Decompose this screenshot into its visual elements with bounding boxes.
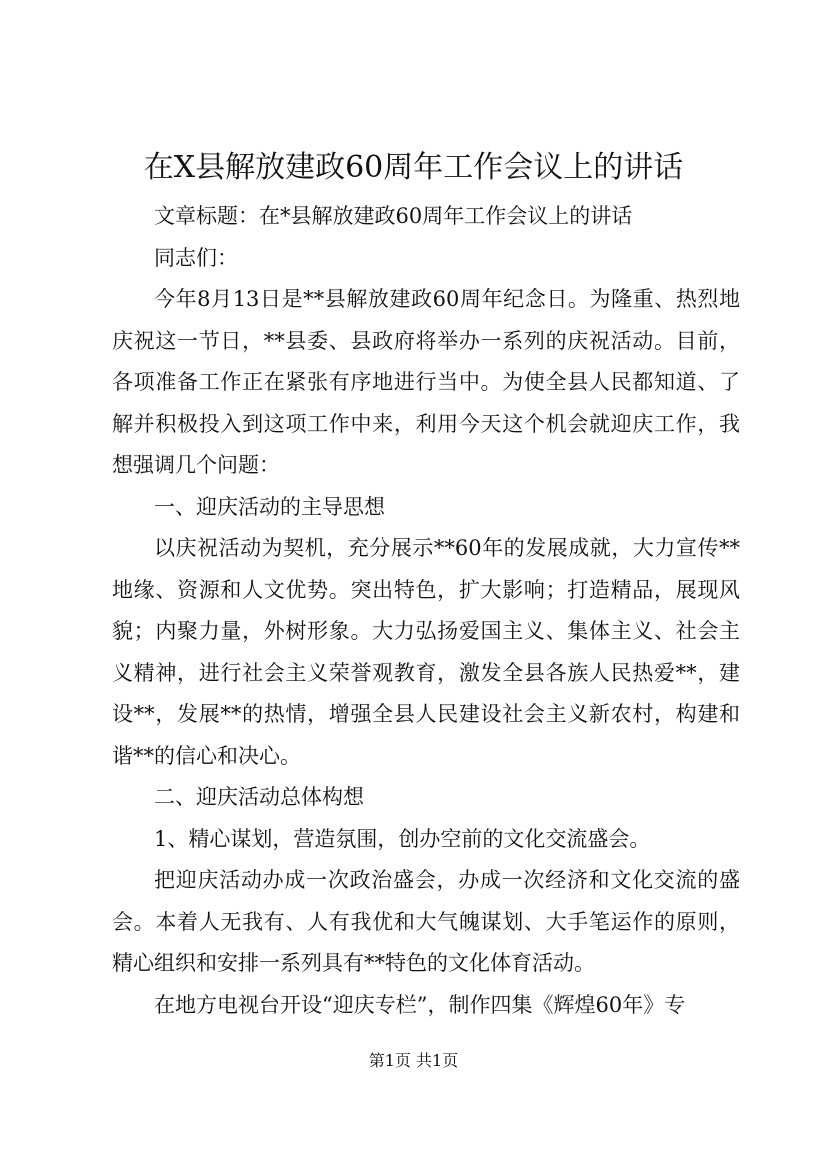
paragraph-guiding-idea: 以庆祝活动为契机，充分展示**60年的发展成就，大力宣传**地缘、资源和人文优势。突出特色，扩大影响；打造精品，展现风貌；内聚力量，外树形象。大力弘扬爱国主义、集体主义、社会主义精神，进行社会主义荣誉观教育，激发全县各族人民热爱**，建设**，发展**的热情，增强全县人民建设社会主义新农村，构建和谐**的信心和决心。 (112, 536, 740, 768)
section-heading-1: 一、迎庆活动的主导思想 (154, 494, 385, 519)
document-title: 在X县解放建政60周年工作会议上的讲话 (143, 150, 684, 185)
subsection-heading-1: 1、精心谋划，营造氛围，创办空前的文化交流盛会。 (154, 826, 651, 851)
article-title-line: 文章标题：在*县解放建政60周年工作会议上的讲话 (154, 204, 633, 228)
paragraph-intro: 今年8月13日是**县解放建政60周年纪念日。为隆重、热烈地庆祝这一节日，**县委、县政府将举办一系列的庆祝活动。目前，各项准备工作正在紧张有序地进行当中。为使全县人民都知道、了解并积极投入到这项工作中来，利用今天这个机会就迎庆工作，我想强调几个问题： (112, 287, 740, 477)
paragraph-tv-column: 在地方电视台开设“迎庆专栏”，制作四集《辉煌60年》专 (154, 992, 686, 1017)
paragraph-plan: 把迎庆活动办成一次政治盛会，办成一次经济和文化交流的盛会。本着人无我有、人有我优和大气魄谋划、大手笔运作的原则，精心组织和安排一系列具有**特色的文化体育活动。 (112, 868, 740, 975)
section-heading-2: 二、迎庆活动总体构想 (154, 785, 364, 809)
page-footer: 第1页 共1页 (368, 1051, 459, 1070)
document-body (112, 196, 740, 1026)
salutation: 同志们： (154, 245, 238, 270)
